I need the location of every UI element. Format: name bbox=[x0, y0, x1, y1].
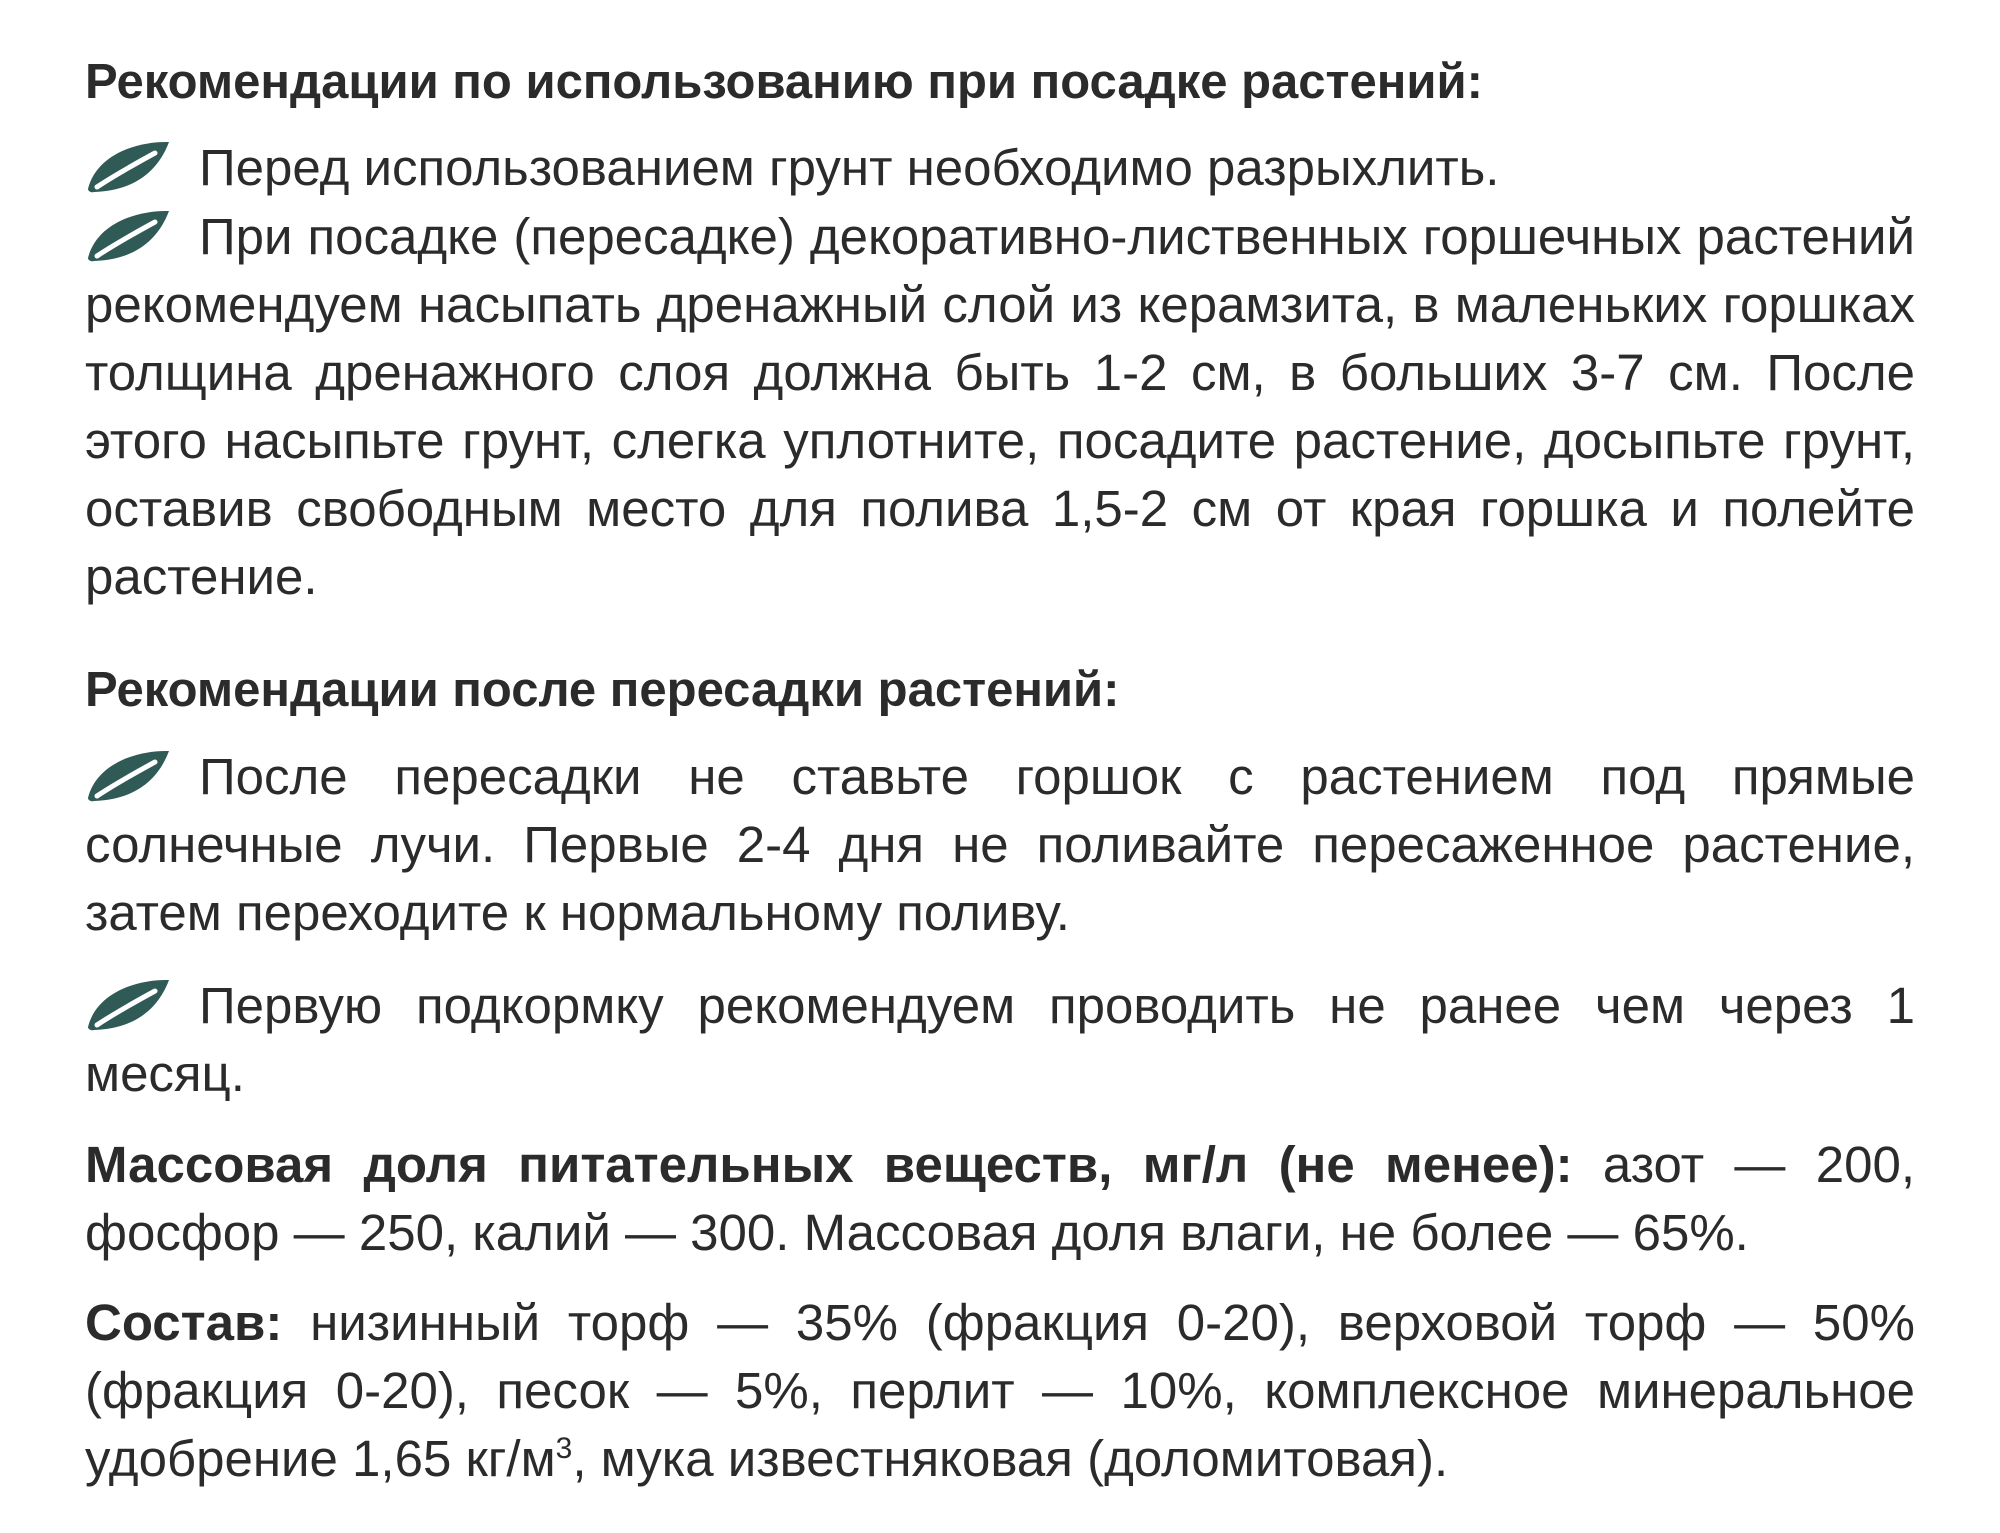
leaf-icon bbox=[85, 139, 171, 195]
list-item-text: Первую подкормку рекомендуем проводить не ранее чем через 1 месяц. bbox=[85, 977, 1915, 1102]
list-item bbox=[85, 203, 1915, 611]
leaf-icon bbox=[85, 208, 171, 264]
section-heading-planting: Рекомендации по использованию при посадке растений: bbox=[85, 55, 1483, 109]
list-item bbox=[85, 972, 1915, 1108]
composition-superscript: 3 bbox=[555, 1432, 573, 1465]
list-item-text: Перед использованием грунт необходимо разрыхлить. bbox=[199, 139, 1500, 196]
composition-paragraph bbox=[85, 1289, 1915, 1493]
list-item-text: При посадке (пересадке) декоративно-лиственных горшечных растений рекомендуем насыпать дренажный слой из керамзита, в маленьких горшках толщина дренажного слоя должна быть 1-2 см, в больших 3-7 см. После этого насыпьте грунт, слегка уплотните, посадите растение, досыпьте грунт, оставив свободным место для полива 1,5-2 см от края горшка и полейте растение. bbox=[85, 208, 1915, 605]
list-item bbox=[85, 743, 1915, 947]
leaf-icon bbox=[85, 977, 171, 1033]
nutrients-paragraph bbox=[85, 1131, 1915, 1267]
leaf-icon bbox=[85, 748, 171, 804]
section-heading-after-transplant: Рекомендации после пересадки растений: bbox=[85, 663, 1120, 717]
composition-text: низинный торф — 35% (фракция 0-20), верховой торф — 50% (фракция 0-20), песок — 5%, перлит — 10%, комплексное минеральное удобрение 1,65 кг/м bbox=[85, 1294, 1915, 1487]
nutrients-label: Массовая доля питательных веществ, мг/л (не менее): bbox=[85, 1136, 1573, 1193]
list-item bbox=[85, 134, 1915, 202]
list-item-text: После пересадки не ставьте горшок с растением под прямые солнечные лучи. Первые 2-4 дня не поливайте пересаженное растение, затем переходите к нормальному поливу. bbox=[85, 748, 1915, 941]
composition-text-end: , мука известняковая (доломитовая). bbox=[572, 1430, 1449, 1487]
composition-label: Состав: bbox=[85, 1294, 283, 1351]
nutrients-text: азот — 200, фосфор — 250, калий — 300. Массовая доля влаги, не более — 65%. bbox=[85, 1136, 1915, 1261]
